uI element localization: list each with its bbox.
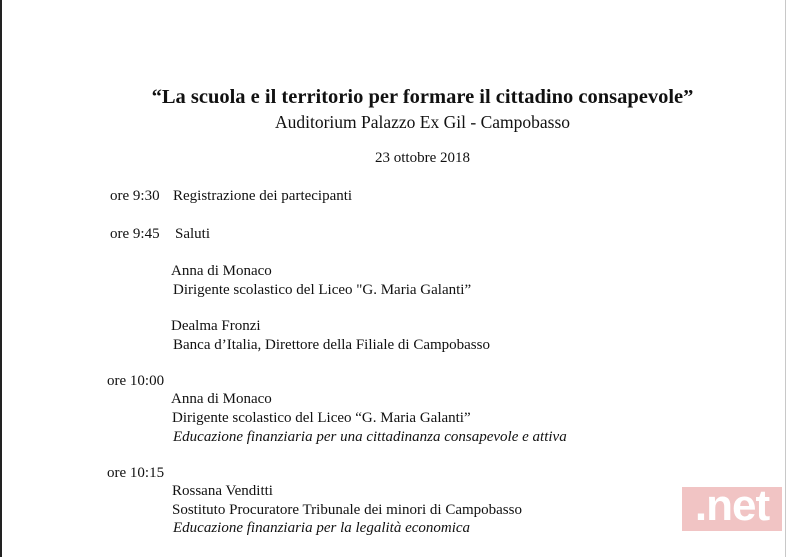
speaker-name: Anna di Monaco bbox=[171, 391, 272, 407]
speaker-role: Dirigente scolastico del Liceo "G. Maria Galanti” bbox=[173, 282, 472, 298]
talk-topic: Educazione finanziaria per una cittadinanza consapevole e attiva bbox=[173, 429, 567, 445]
venue: Auditorium Palazzo Ex Gil - Campobasso bbox=[274, 112, 571, 132]
registration-time: ore 9:30 bbox=[110, 188, 160, 204]
speaker-name: Anna di Monaco bbox=[171, 263, 272, 279]
page-left-border bbox=[0, 0, 2, 557]
greetings-time: ore 9:45 bbox=[110, 226, 160, 242]
watermark-logo-text: .net bbox=[694, 487, 770, 530]
talk-time: ore 10:15 bbox=[107, 465, 165, 481]
watermark-logo bbox=[682, 487, 782, 531]
speaker-name: Dealma Fronzi bbox=[171, 318, 261, 334]
greetings-label: Saluti bbox=[175, 226, 211, 242]
talk-topic: Educazione finanziaria per la legalità economica bbox=[173, 520, 471, 536]
registration-text: Registrazione dei partecipanti bbox=[173, 188, 353, 204]
event-date: 23 ottobre 2018 bbox=[375, 150, 470, 166]
speaker-role: Dirigente scolastico del Liceo “G. Maria Galanti” bbox=[172, 410, 471, 426]
document-title: “La scuola e il territorio per formare il cittadino consapevole” bbox=[151, 86, 694, 108]
talk-time: ore 10:00 bbox=[107, 373, 165, 389]
speaker-role: Banca d’Italia, Direttore della Filiale di Campobasso bbox=[173, 337, 490, 353]
speaker-role: Sostituto Procuratore Tribunale dei minori di Campobasso bbox=[172, 502, 522, 518]
speaker-name: Rossana Venditti bbox=[172, 483, 273, 499]
page-right-border bbox=[785, 0, 786, 557]
